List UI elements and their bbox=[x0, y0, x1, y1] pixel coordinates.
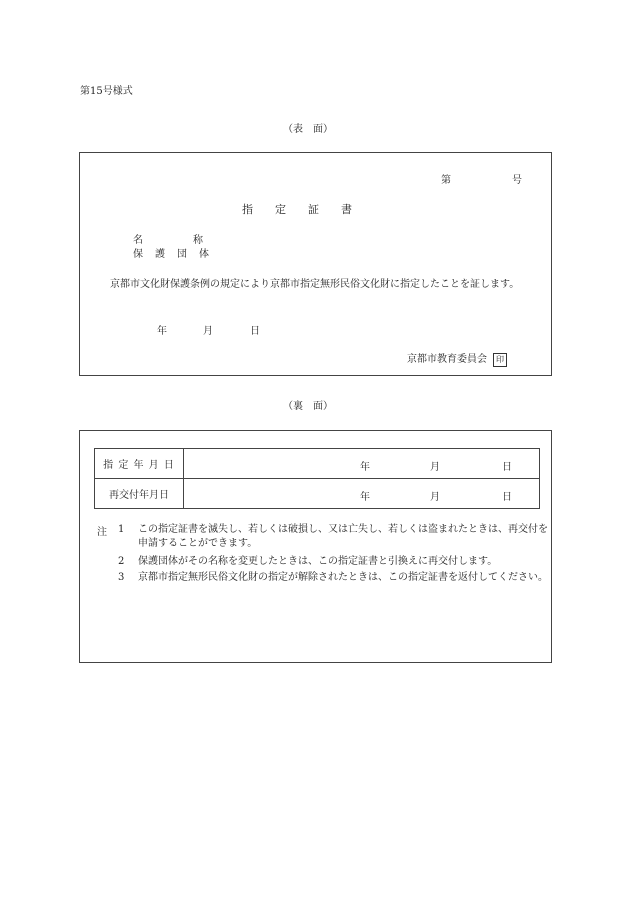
note-3-text: 京都市指定無形民俗文化財の指定が解除されたときは、この指定証書を返付してください。 bbox=[138, 572, 548, 583]
table-row bbox=[95, 479, 540, 509]
designation-day: 日 bbox=[502, 462, 512, 473]
issuer-name: 京都市教育委員会 bbox=[407, 354, 487, 365]
certificate-body-text: 京都市文化財保護条例の規定により京都市指定無形民俗文化財に指定したことを証します。 bbox=[100, 279, 520, 290]
designation-date-value bbox=[184, 449, 540, 479]
note-1-text: この指定証書を滅失し、若しくは破損し、又は亡失し、若しくは盗まれたときは、再交付を申請することができます。 bbox=[138, 524, 548, 549]
reissue-month: 月 bbox=[430, 492, 440, 503]
group-label: 保 護 団 体 bbox=[133, 249, 210, 260]
back-heading: （裏 面） bbox=[283, 401, 333, 412]
certificate-title: 指 定 証 書 bbox=[242, 203, 352, 216]
note-2-text: 保護団体がその名称を変更したときは、この指定証書と引換えに再交付します。 bbox=[138, 556, 498, 567]
note-1-number: 1 bbox=[118, 524, 125, 535]
reissue-day: 日 bbox=[502, 492, 512, 503]
dates-table bbox=[94, 448, 540, 509]
table-row bbox=[95, 449, 540, 479]
notes-prefix: 注 bbox=[97, 527, 107, 538]
issuer-block bbox=[407, 350, 507, 367]
designation-date-label: 指 定 年 月 日 bbox=[95, 449, 184, 479]
front-certificate-box bbox=[79, 152, 552, 376]
designation-year: 年 bbox=[360, 462, 370, 473]
front-heading: （表 面） bbox=[283, 124, 333, 135]
reissue-date-value bbox=[184, 479, 540, 509]
certificate-number-suffix: 号 bbox=[512, 175, 522, 186]
date-year-label: 年 bbox=[157, 326, 167, 337]
reissue-year: 年 bbox=[360, 492, 370, 503]
date-month-label: 月 bbox=[203, 326, 213, 337]
note-3-number: 3 bbox=[118, 572, 125, 583]
designation-month: 月 bbox=[430, 462, 440, 473]
seal-mark: 印 bbox=[493, 353, 507, 367]
certificate-number-prefix: 第 bbox=[441, 175, 451, 186]
reissue-date-label: 再交付年月日 bbox=[95, 479, 184, 509]
name-label: 名 称 bbox=[133, 235, 203, 246]
note-2-number: 2 bbox=[118, 556, 125, 567]
form-number: 第15号様式 bbox=[80, 86, 133, 97]
date-day-label: 日 bbox=[250, 326, 260, 337]
